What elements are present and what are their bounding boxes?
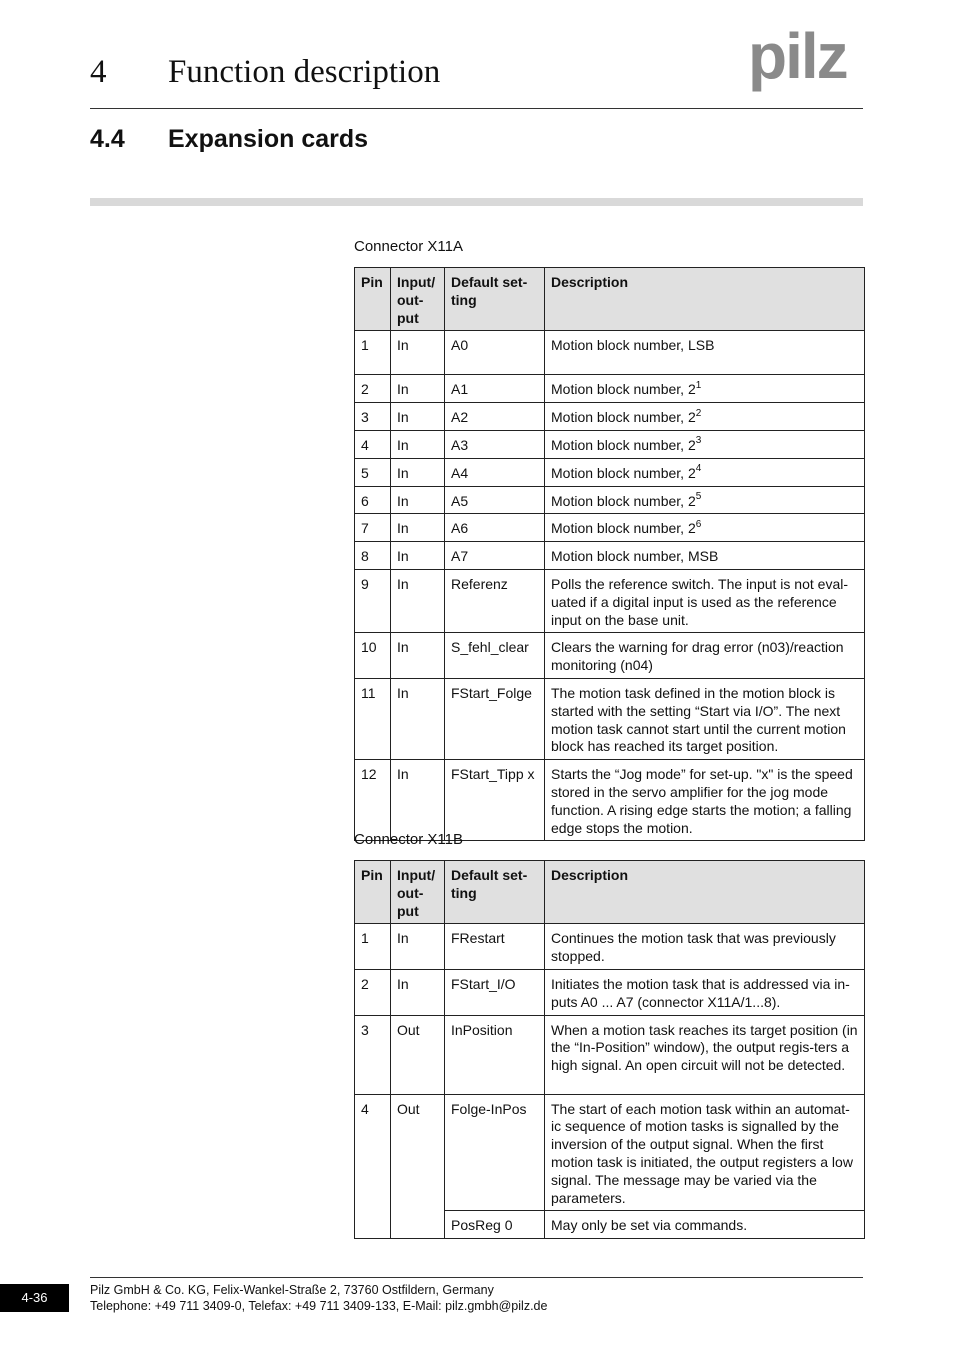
io-cell: In: [391, 969, 445, 1015]
setting-cell: A5: [445, 486, 545, 514]
description-cell: [545, 403, 865, 431]
col-pin-header: Pin: [355, 861, 391, 924]
description-cell: [545, 633, 865, 679]
pilz-logo: [748, 28, 865, 94]
col-setting-header: Default set- ting: [445, 861, 545, 924]
description-cell: When a motion task reaches its target position (in the “In-Position” window), the output regis-ters a high signal. An open circuit will not be detected.: [545, 1015, 865, 1094]
x11a-table: [354, 267, 865, 841]
setting-cell: S_fehl_clear: [445, 633, 545, 679]
setting-cell: A4: [445, 458, 545, 486]
setting-cell: A0: [445, 331, 545, 375]
description-cell: [545, 760, 865, 841]
x11a-header-row: [355, 268, 865, 331]
table-row: [355, 633, 865, 679]
chapter-title: Function description: [168, 54, 441, 90]
setting-cell: A3: [445, 430, 545, 458]
table-row: [355, 1015, 865, 1094]
description-cell: Continues the motion task that was previously stopped.: [545, 924, 865, 970]
pin-cell: 12: [355, 760, 391, 841]
exponent: 2: [695, 407, 702, 419]
col-io-header: Input/ out- put: [391, 268, 445, 331]
description-cell: The start of each motion task within an automat-ic sequence of motion tasks is signalled by the inversion of the output signal. When the first motion task is initiated, the output registers a low signal. The message may be varied via the parameters.: [545, 1094, 865, 1211]
exponent: 1: [695, 379, 702, 391]
header-rule: [90, 108, 863, 109]
table-row: [355, 430, 865, 458]
section-heading: [90, 124, 690, 154]
description-text: Motion block number, 2: [551, 409, 696, 426]
setting-cell: Folge-InPos: [445, 1094, 545, 1211]
io-cell: In: [391, 403, 445, 431]
description-text: Polls the reference switch. The input is not eval-uated if a digital input is used as the reference input on the base unit.: [551, 575, 849, 628]
pilz-logo-text: pilz: [748, 28, 847, 92]
pin-cell: 4: [355, 1094, 391, 1239]
io-cell: In: [391, 569, 445, 632]
io-cell: In: [391, 760, 445, 841]
description-text: Motion block number, 2: [551, 492, 696, 509]
description-cell: May only be set via commands.: [545, 1211, 865, 1239]
setting-cell: InPosition: [445, 1015, 545, 1094]
x11b-header-row: [355, 861, 865, 924]
description-cell: [545, 375, 865, 403]
section-title: Expansion cards: [168, 125, 369, 153]
pin-cell: 5: [355, 458, 391, 486]
setting-cell: Referenz: [445, 569, 545, 632]
table-row: [355, 375, 865, 403]
table-row: [355, 760, 865, 841]
pin-cell: 1: [355, 924, 391, 970]
setting-cell: A6: [445, 514, 545, 542]
table-row: [355, 486, 865, 514]
pin-cell: 10: [355, 633, 391, 679]
x11b-table: [354, 860, 865, 1239]
table-row: [355, 514, 865, 542]
setting-cell: FStart_Tipp x: [445, 760, 545, 841]
setting-cell: FRestart: [445, 924, 545, 970]
description-cell: [545, 514, 865, 542]
description-text: Motion block number, MSB: [551, 548, 719, 565]
description-text: Starts the “Jog mode” for set-up. "x" is the speed stored in the servo amplifier for the jog mode function. A rising edge starts the motion; a falling edge stops the motion.: [551, 766, 853, 836]
table-row: [355, 403, 865, 431]
description-cell: [545, 331, 865, 375]
setting-cell: FStart_I/O: [445, 969, 545, 1015]
x11a-caption: Connector X11A: [354, 238, 463, 255]
setting-cell: PosReg 0: [445, 1211, 545, 1239]
table-row: [355, 458, 865, 486]
section-divider-bar: [90, 198, 863, 206]
description-text: Motion block number, 2: [551, 436, 696, 453]
pin-cell: 7: [355, 514, 391, 542]
exponent: 3: [695, 435, 702, 447]
footer-line-1: Pilz GmbH & Co. KG, Felix-Wankel-Straße 2, 73760 Ostfildern, Germany: [90, 1283, 494, 1297]
io-cell: In: [391, 430, 445, 458]
io-cell: In: [391, 486, 445, 514]
chapter-number: 4: [90, 54, 107, 90]
pin-cell: 3: [355, 1015, 391, 1094]
io-cell: In: [391, 542, 445, 570]
exponent: 4: [695, 463, 702, 475]
table-row: [355, 331, 865, 375]
setting-cell: A2: [445, 403, 545, 431]
description-cell: [545, 678, 865, 759]
table-row: [355, 924, 865, 970]
table-row: [355, 969, 865, 1015]
exponent: 6: [695, 518, 702, 530]
description-text: Clears the warning for drag error (n03)/reaction monitoring (n04): [551, 639, 844, 674]
pin-cell: 2: [355, 375, 391, 403]
setting-cell: A1: [445, 375, 545, 403]
description-cell: [545, 542, 865, 570]
exponent: 5: [695, 490, 702, 502]
footer-rule: [90, 1277, 863, 1278]
description-cell: [545, 458, 865, 486]
footer-line-2: Telephone: +49 711 3409-0, Telefax: +49 711 3409-133, E-Mail: pilz.gmbh@pilz.de: [90, 1299, 548, 1313]
pin-cell: 4: [355, 430, 391, 458]
description-text: Motion block number, 2: [551, 381, 696, 398]
pin-cell: 11: [355, 678, 391, 759]
pin-cell: 2: [355, 969, 391, 1015]
table-row: [355, 569, 865, 632]
description-cell: [545, 430, 865, 458]
io-cell: In: [391, 375, 445, 403]
col-description-header: Description: [545, 268, 865, 331]
col-description-header: Description: [545, 861, 865, 924]
description-text: The motion task defined in the motion block is started with the setting “Start via I/O”. The next motion task cannot start until the current motion block has reached its target position.: [551, 684, 846, 755]
io-cell: In: [391, 678, 445, 759]
page-number: 4-36: [0, 1284, 69, 1312]
pin-cell: 1: [355, 331, 391, 375]
io-cell: In: [391, 924, 445, 970]
setting-cell: FStart_Folge: [445, 678, 545, 759]
description-cell: [545, 486, 865, 514]
description-text: Motion block number, 2: [551, 464, 696, 481]
io-cell: In: [391, 331, 445, 375]
section-number: 4.4: [90, 125, 125, 153]
io-cell: In: [391, 514, 445, 542]
pin-cell: 8: [355, 542, 391, 570]
pin-cell: 3: [355, 403, 391, 431]
description-cell: Initiates the motion task that is addressed via in-puts A0 ... A7 (connector X11A/1...8).: [545, 969, 865, 1015]
footer-address: [90, 1282, 547, 1314]
chapter-heading: [90, 52, 650, 92]
pin-cell: 9: [355, 569, 391, 632]
table-row: [355, 1094, 865, 1211]
col-setting-header: Default set- ting: [445, 268, 545, 331]
description-cell: [545, 569, 865, 632]
pin-cell: 6: [355, 486, 391, 514]
description-text: Motion block number, 2: [551, 520, 696, 537]
table-row: [355, 678, 865, 759]
description-text: Motion block number, LSB: [551, 337, 715, 354]
col-pin-header: Pin: [355, 268, 391, 331]
io-cell: Out: [391, 1015, 445, 1094]
x11b-caption: Connector X11B: [354, 831, 463, 848]
io-cell: Out: [391, 1094, 445, 1239]
table-row: [355, 542, 865, 570]
io-cell: In: [391, 458, 445, 486]
setting-cell: A7: [445, 542, 545, 570]
col-io-header: Input/ out- put: [391, 861, 445, 924]
io-cell: In: [391, 633, 445, 679]
